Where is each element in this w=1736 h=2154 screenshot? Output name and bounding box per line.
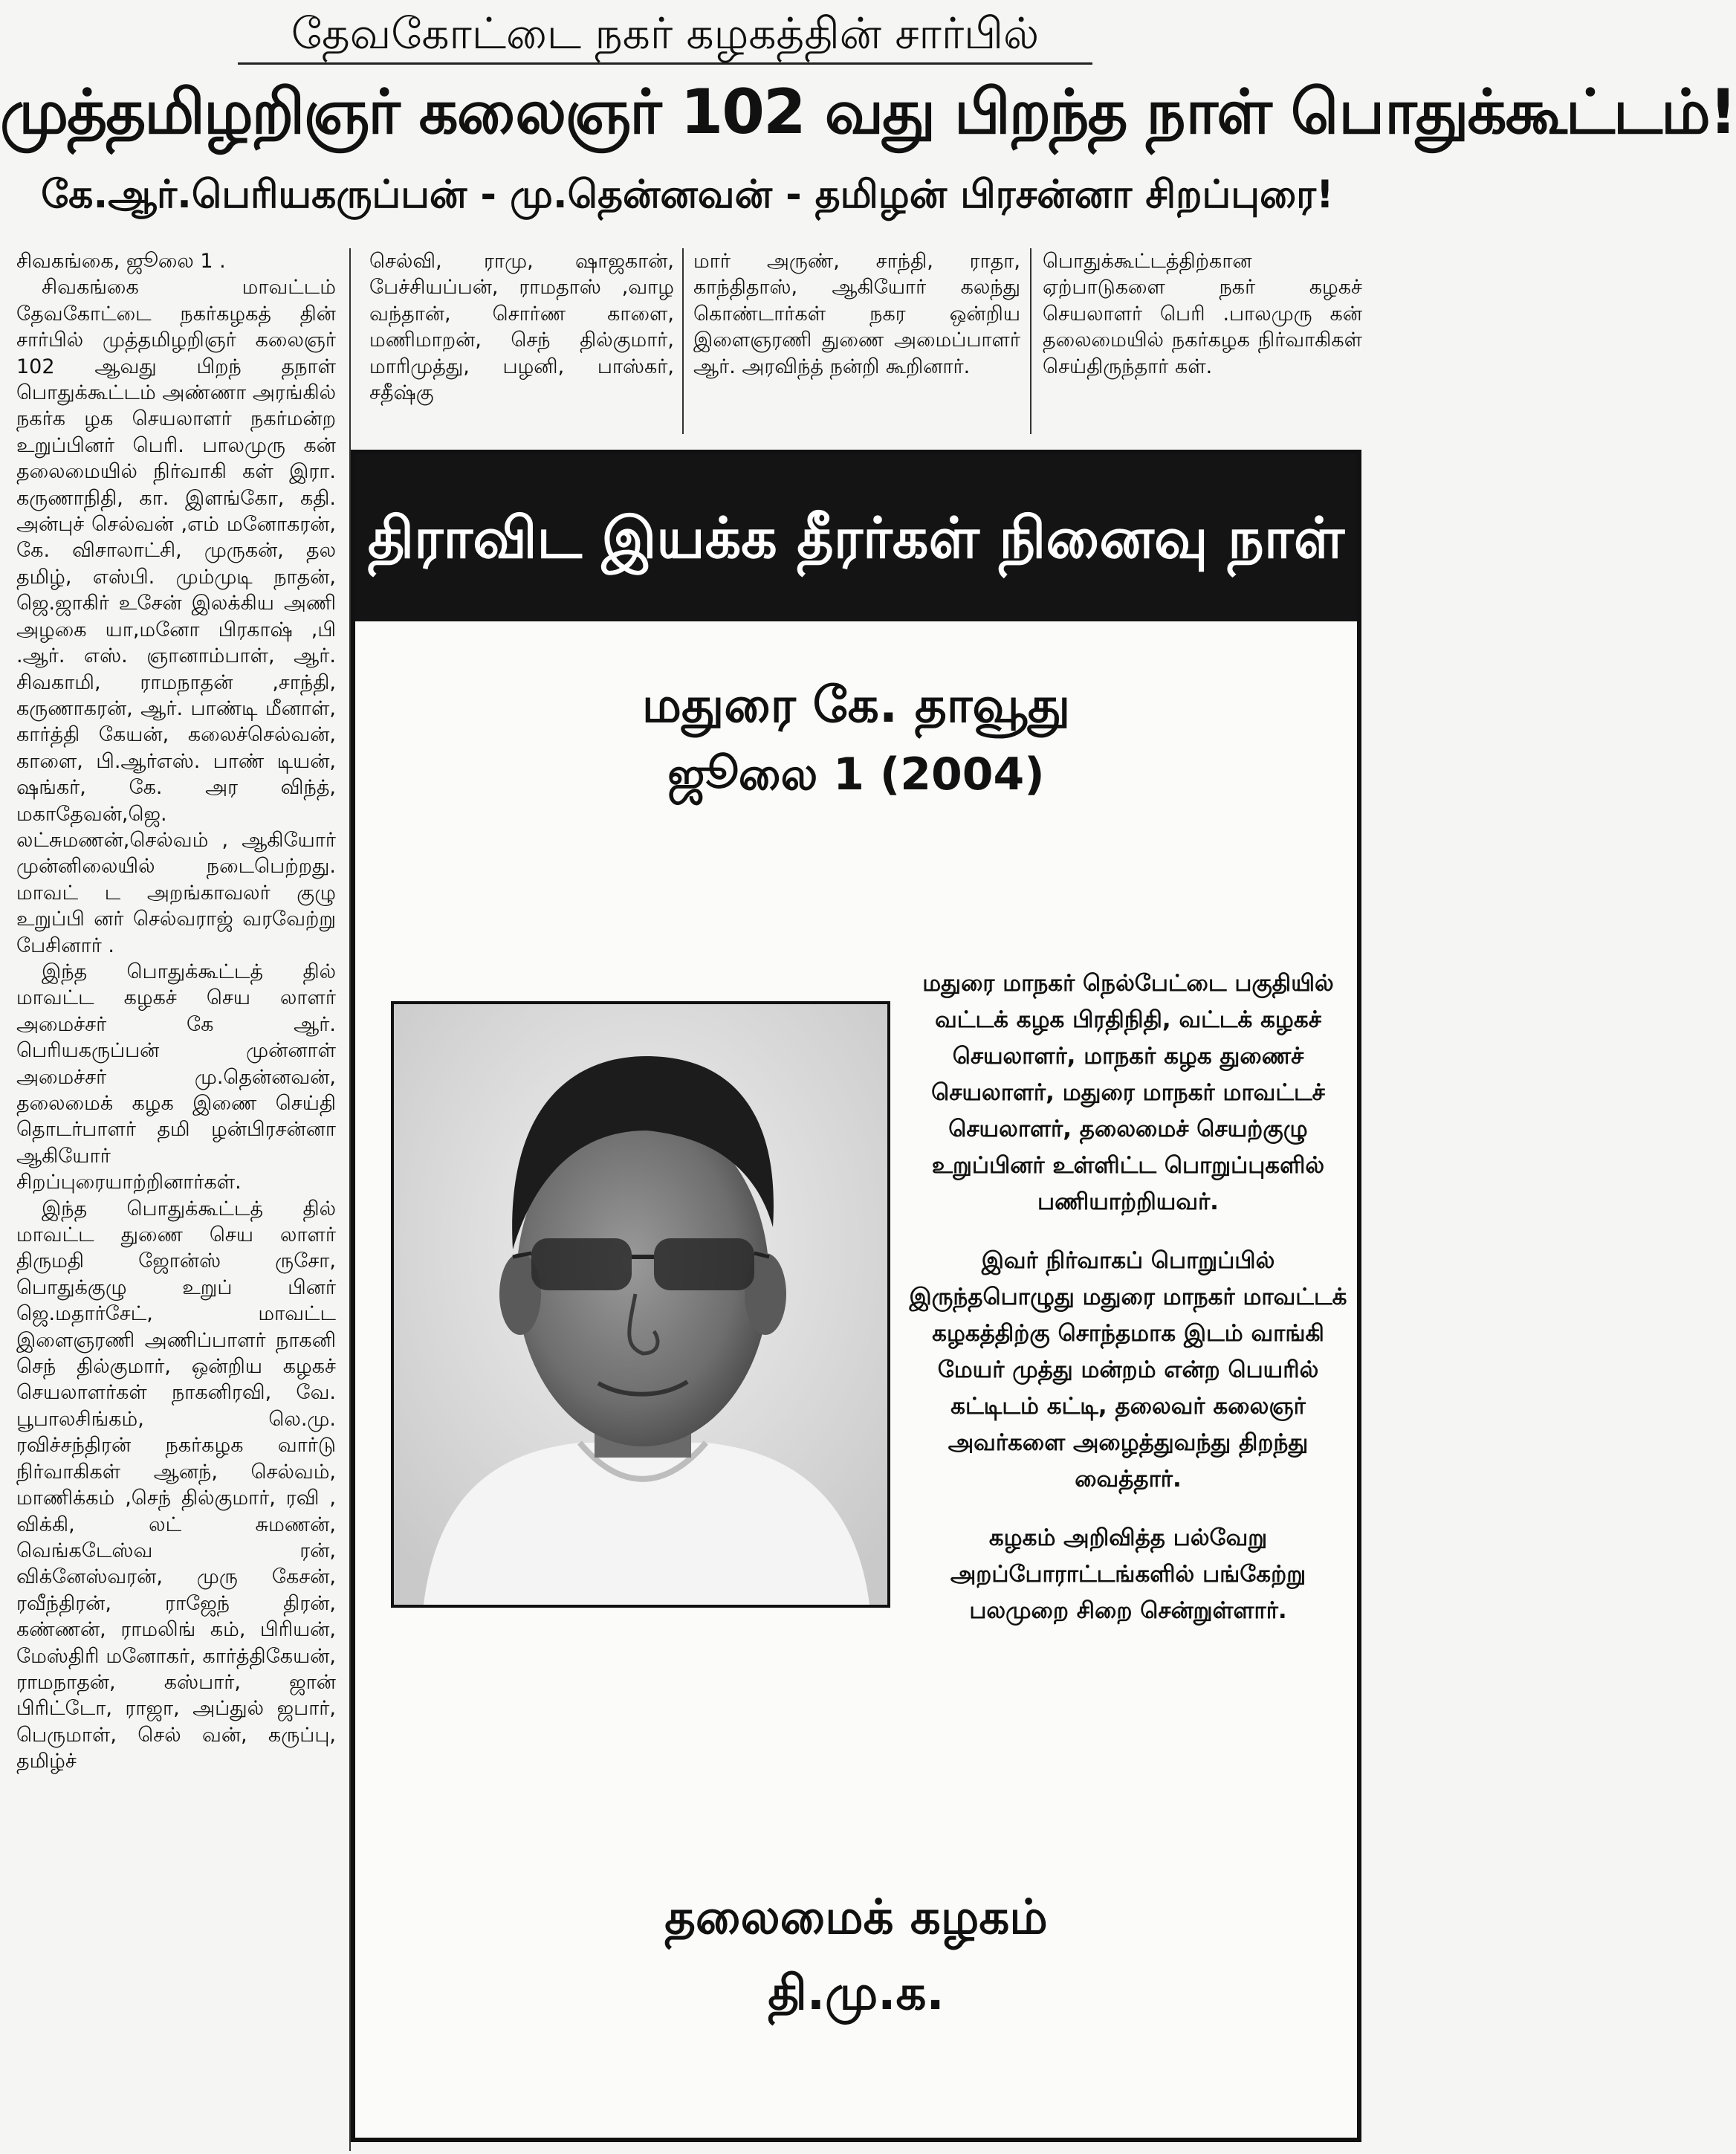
person-date: ஜூலை 1 (2004) [667,748,1045,801]
bio-paragraph: மதுரை மாநகர் நெல்பேட்டை பகுதியில் வட்டக் கழக பிரதிநிதி, வட்டக் கழகச் செயலாளர், மாநகர் கழக துணைச் செயலாளர், மதுரை மாநகர் மாவட்டச் செயலாளர், தலைமைச் செயற்குழு உறுப்பினர் உள்ளிட்ட பொறுப்புகளில் பணியாற்றியவர். [922,970,1334,1215]
bio-paragraph: இவர் நிர்வாகப் பொறுப்பில் இருந்தபொழுது மதுரை மாநகர் மாவட்டக் கழகத்திற்கு சொந்தமாக இடம் வாங்கி மேயர் முத்து மன்றம் என்ற பெயரில் கட்டிடம் கட்டி, தலைவர் கலைஞர் அவர்களை அழைத்துவந்து திறந்து வைத்தார். [909,1247,1347,1492]
headline: முத்தமிழறிஞர் கலைஞர் 102 வது பிறந்த நாள் பொதுக்கூட்டம்! [0,76,1736,148]
article-paragraph: சிவகங்கை மாவட்டம் தேவகோட்டை நகர்கழகத் தின் சார்பில் முத்தமிழறிஞர் கலைஞர் 102 ஆவது பிறந் தநாள் பொதுக்கூட்டம் அண்ணா அரங்கில் நகர்க ழக செயலாளர் நகர்மன்ற உறுப்பினர் பெரி. பாலமுரு கன் தலைமையில் நிர்வாகி கள் இரா. கருணாநிதி, கா. இளங்கோ, கதி. அன்புச் செல்வன் ,எம் மனோகரன், கே. விசாலாட்சி, முருகன், தல தமிழ், எஸ்பி. மும்முடி நாதன், ஜெ.ஜாகிர் உசேன் இலக்கிய அணி அழகை யா,மனோ பிரகாஷ் ,பி .ஆர். எஸ். ஞானாம்பாள், ஆர். சிவகாமி, ராமநாதன் ,சாந்தி, கருணாகரன், ஆர். பாண்டி மீனாள், கார்த்தி கேயன், கலைச்செல்வன், காளை, பி.ஆர்எஸ். பாண் டியன், ஷங்கர், கே. அர விந்த், மகாதேவன்,ஜெ. லட்சுமணன்,செல்வம் , ஆகியோர் முன்னிலையில் நடைபெற்றது. மாவட் ட அறங்காவலர் குழு உறுப்பி னர் செல்வராஜ் வரவேற்று பேசினார் . [16,276,336,957]
article-column-text: பொதுக்கூட்டத்திற்கான ஏற்பாடுகளை நகர் கழகச் செயலாளர் பெரி .பாலமுரு கன் தலைமையில் நகர்கழக நிர்வாகிகள் செய்திருந்தார் கள். [1043,250,1362,378]
signature-party: தி.மு.க. [768,1966,945,2021]
article-column-text: செல்வி, ராமு, ஷாஜகான், பேச்சியப்பன், ராமதாஸ் ,வாழ வந்தான், சொர்ண காளை, மணிமாறன், செந் தில்குமார், மாரிமுத்து, பழனி, பாஸ்கர், சதீஷ்கு [369,250,674,405]
column-divider [1030,248,1031,434]
article-dateline: சிவகங்கை, ஜூலை 1 . [16,250,226,273]
subheadline: கே.ஆர்.பெரியகருப்பன் - மு.தென்னவன் - தமிழன் பிரசன்னா சிறப்புரை! [41,172,1334,217]
biography [905,966,1351,1652]
article-column-4 [1043,248,1362,434]
kicker-line: தேவகோட்டை நகர் கழகத்தின் சார்பில் [238,4,1092,65]
memorial-box [351,450,1361,2142]
article-paragraph: இந்த பொதுக்கூட்டத் தில் மாவட்ட துணை செய லாளர் திருமதி ஜோன்ஸ் ருசோ, பொதுக்குழு உறுப் பினர் ஜெ.மதார்சேட், மாவட்ட இளைஞரணி அணிப்பாளர் நாகனி செந் தில்குமார், ஒன்றிய கழகச் செயலாளர்கள் நாகனிரவி, வே. பூபாலசிங்கம், லெ.மு. ரவிச்சந்திரன் நகர்கழக வார்டு நிர்வாகிகள் ஆனந், செல்வம், மாணிக்கம் ,செந் தில்குமார், ரவி , விக்கி, லட் சுமணன், வெங்கடேஸ்வ ரன், விக்னேஸ்வரன், முரு கேசன், ரவீந்திரன், ராஜேந் திரன், கண்ணன், ராமலிங் கம், பிரியன், மேஸ்திரி மனோகர், கார்த்திகேயன், ராமநாதன், கஸ்பார், ஜான் பிரிட்டோ, ராஜா, அப்துல் ஜபார், பெருமாள், செல் வன், கருப்பு, தமிழ்ச் [16,1197,336,1773]
article-column-2 [369,248,674,434]
signature-organization: தலைமைக் கழகம் [664,1890,1048,1945]
bio-paragraph: கழகம் அறிவித்த பல்வேறு அறப்போராட்டங்களில் பங்கேற்று பலமுறை சிறை சென்றுள்ளார். [950,1524,1306,1624]
article-column-3 [693,248,1020,434]
article-paragraph: இந்த பொதுக்கூட்டத் தில் மாவட்ட கழகச் செய லாளர் அமைச்சர் கே ஆர். பெரியகருப்பன் முன்னாள் அமைச்சர் மு.தென்னவன், தலைமைக் கழக இணை செய்தி தொடர்பாளர் தமி ழன்பிரசன்னா ஆகியோர் சிறப்புரையாற்றினார்கள். [16,960,336,1194]
article-left-column [16,248,336,2151]
memorial-header: திராவிட இயக்க தீரர்கள் நினைவு நாள் [355,454,1357,621]
person-name: மதுரை கே. தாவூது [641,676,1071,734]
portrait-illustration [394,1004,887,1605]
column-divider [682,248,684,434]
article-column-text: மார் அருண், சாந்தி, ராதா, காந்திதாஸ், ஆகியோர் கலந்து கொண்டார்கள் நகர ஒன்றிய இளைஞரணி துணை அமைப்பாளர் ஆர். அரவிந்த் நன்றி கூறினார். [693,250,1020,378]
portrait-photo [391,1001,890,1608]
